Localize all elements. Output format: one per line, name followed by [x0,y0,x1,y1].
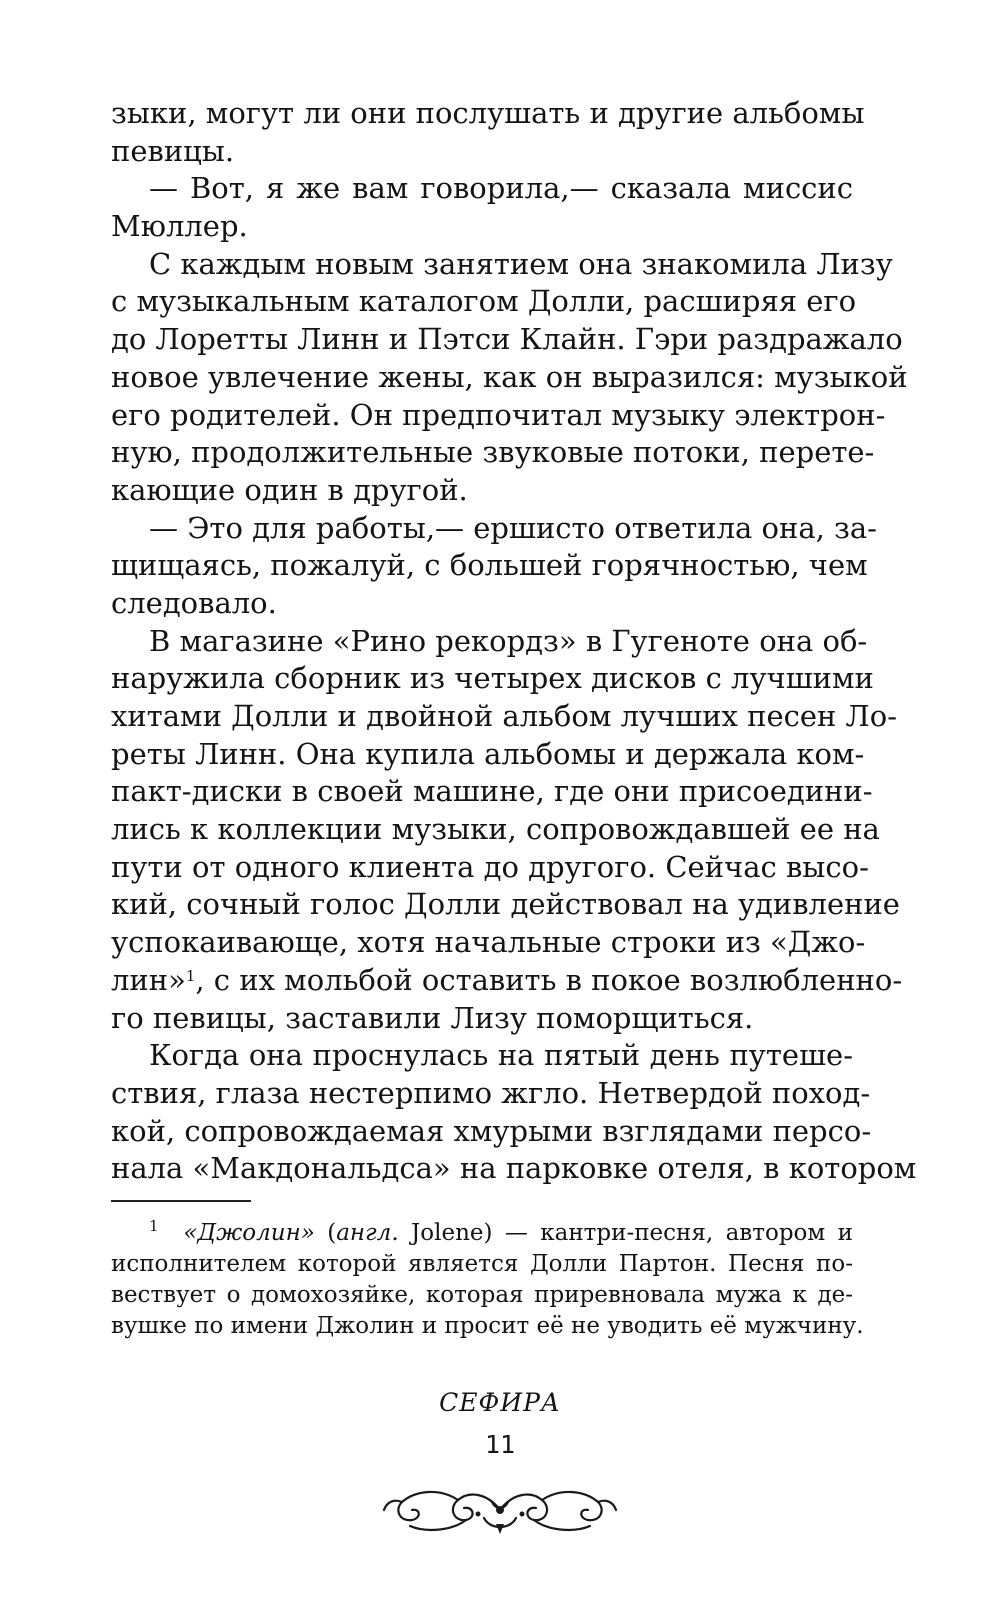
text-line: щищаясь, пожалуй, с большей горячностью, чем [111,548,868,583]
footnote-divider [111,1200,251,1202]
footnote [111,1217,864,1342]
text-line: кий, сочный голос Долли действовал на удивление [111,887,900,922]
footnote-line: вествует о домохозяйке, которая приревновала мужа к де- [111,1282,853,1308]
text-line: нала «Макдональдса» на парковке отеля, в котором [111,1151,917,1186]
footnote-reference[interactable]: 1 [185,966,196,985]
text-line: Мюллер. [111,209,248,244]
text-line: кающие один в другой. [111,472,468,507]
text-line: его родителей. Он предпочитал музыку электрон- [111,397,886,432]
text-line: реты Линн. Она купила альбомы и держала ком- [111,736,865,771]
running-title: СЕФИРА [439,1388,561,1417]
footnote-text: Jolene) — кантри-песня, автором и [398,1220,854,1246]
text-line: го певицы, заставили Лизу поморщиться. [111,1000,754,1035]
text-line: кой, сопровождаемая хмурыми взглядами персо- [111,1113,872,1148]
text-line: В магазине «Рино рекордз» в Гугеноте она об- [149,623,868,658]
text-line: зыки, могут ли они послушать и другие альбомы [111,96,865,130]
text-fragment: , с их мольбой оставить в покое возлюбленно- [195,962,903,997]
text-line: — Это для работы,— ершисто ответила она, за- [149,510,877,545]
text-line: новое увлечение жены, как он выразился: музыкой [111,359,908,394]
text-line: пакт-диски в своей машине, где они присоедини- [111,774,873,809]
text-line: с музыкальным каталогом Долли, расширяя его [111,284,857,319]
footnote-lang: англ. [336,1220,399,1246]
footnote-paren: ( [327,1220,337,1246]
text-line: певицы. [111,133,235,168]
text-line: успокаивающе, хотя начальные строки из «Джо- [111,925,866,960]
footnote-line [111,1218,853,1249]
text-line: наружила сборник из четырех дисков с лучшими [111,661,874,696]
footnote-title: «Джолин» [183,1220,315,1246]
text-line: хитами Долли и двойной альбом лучших песен Ло- [111,699,898,733]
text-line: С каждым новым занятием она знакомила Лизу [149,246,893,281]
text-line: лись к коллекции музыки, сопровождавшей ее на [111,812,880,847]
page-number: 11 [484,1430,516,1459]
text-line: следовало. [111,585,277,620]
text-line: ствия, глаза нестерпимо жгло. Нетвердой поход- [111,1075,871,1110]
footnote-line: исполнителем которой является Долли Партон. Песня по- [111,1251,853,1277]
text-line: — Вот, я же вам говорила,— сказала миссис [149,171,853,206]
text-line: Когда она проснулась на пятый день путеше- [149,1038,853,1073]
body-text [111,95,917,1188]
text-line: пути от одного клиента до другого. Сейчас высо- [111,849,869,884]
text-line [111,962,903,1000]
flourish-ornament-icon [380,1480,620,1540]
footnote-marker: 1 [149,1217,159,1235]
text-fragment: лин» [111,962,186,997]
footnote-line: вушке по имени Джолин и просит её не уводить её мужчину. [111,1313,864,1339]
text-line: до Лоретты Линн и Пэтси Клайн. Гэри раздражало [111,322,903,357]
text-line: ную, продолжительные звуковые потоки, перете- [111,435,875,470]
